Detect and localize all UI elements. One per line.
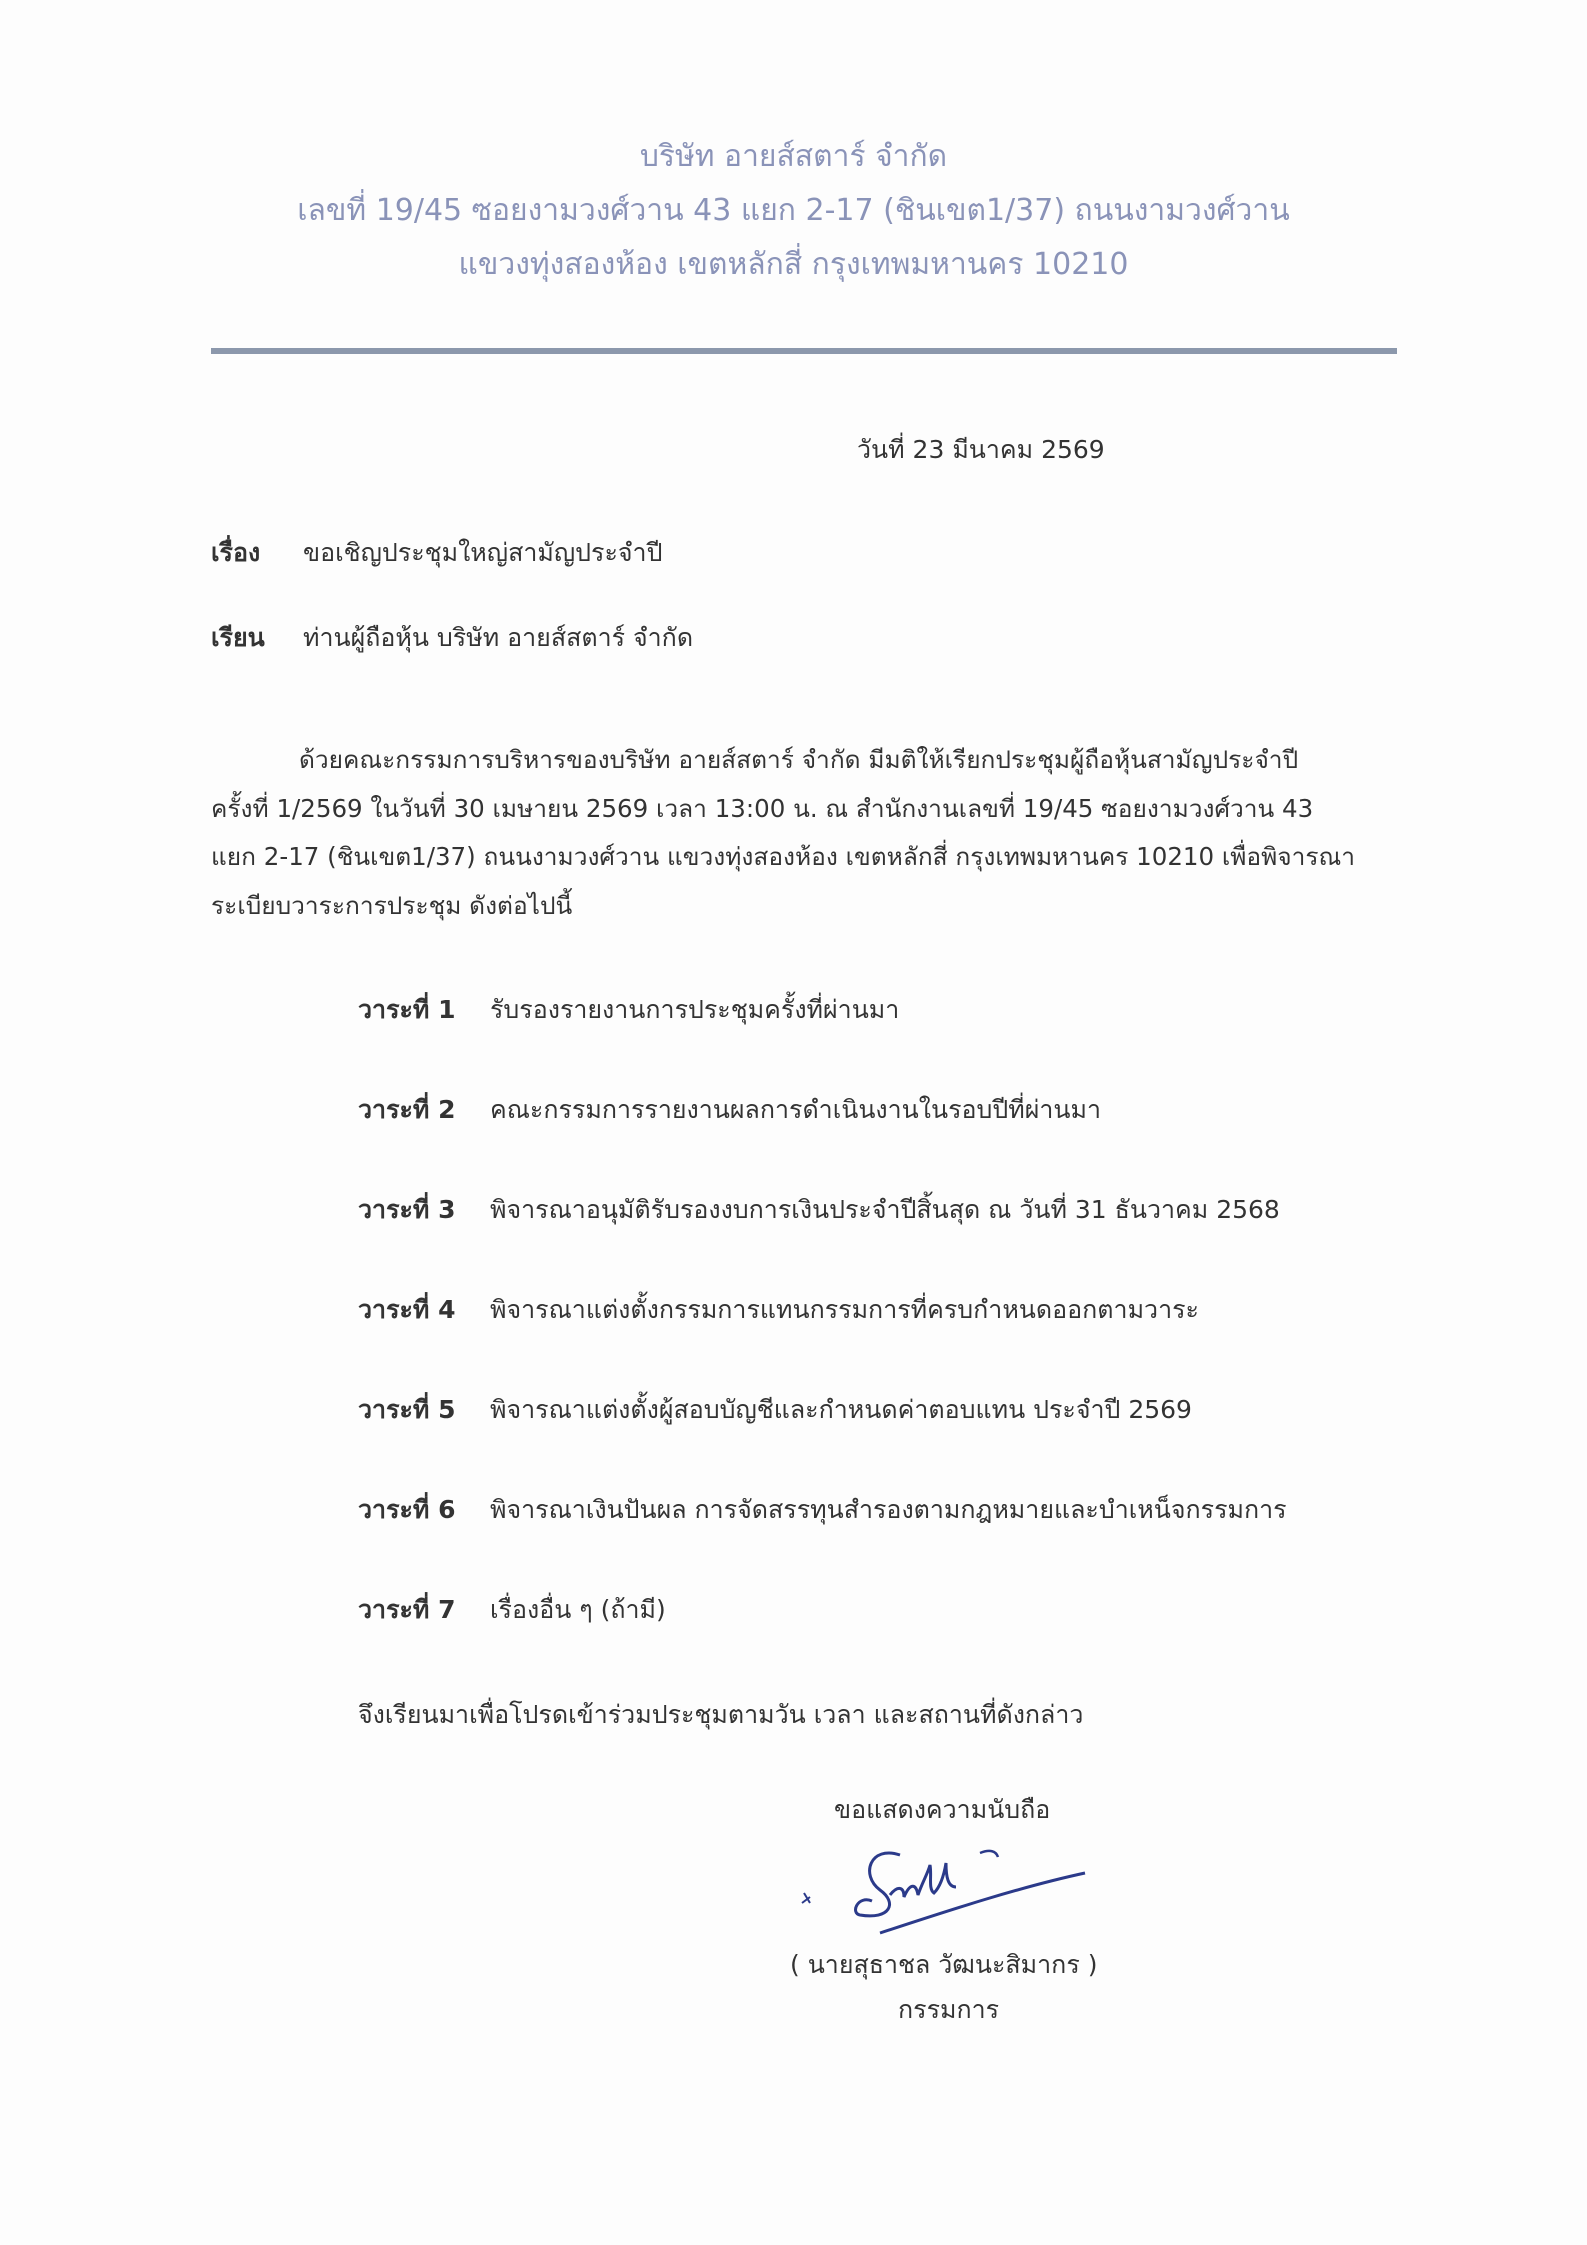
body-line: ระเบียบวาระการประชุม ดังต่อไปนี้ <box>211 890 573 920</box>
body-line: ครั้งที่ 1/2569 ในวันที่ 30 เมษายน 2569 เวลา 13:00 น. ณ สำนักงานเลขที่ 19/45 ซอยงามวงศ์วาน 43 <box>211 793 1314 823</box>
body-paragraph <box>211 736 1397 930</box>
signer-name: ( นายสุธาชล วัฒนะสิมากร ) <box>790 1950 1098 1979</box>
letter-date: วันที่ 23 มีนาคม 2569 <box>857 435 1105 464</box>
body-line: ด้วยคณะกรรมการบริหารของบริษัท อายส์สตาร์ จำกัด มีมติให้เรียกประชุมผู้ถือหุ้นสามัญประจำปี <box>299 745 1299 774</box>
agenda-item <box>358 1390 1398 1490</box>
subject-row <box>211 533 662 573</box>
agenda-item <box>358 990 1398 1090</box>
agenda-item <box>358 1290 1398 1390</box>
letterhead-divider <box>211 348 1397 354</box>
agenda-number: วาระที่ 3 <box>358 1195 456 1224</box>
recipient-row <box>211 618 693 658</box>
agenda-number: วาระที่ 4 <box>358 1295 456 1324</box>
agenda-number: วาระที่ 6 <box>358 1495 456 1524</box>
agenda-item <box>358 1090 1398 1190</box>
agenda-number: วาระที่ 2 <box>358 1095 456 1124</box>
agenda-text: เรื่องอื่น ๆ (ถ้ามี) <box>490 1595 666 1624</box>
agenda-text: พิจารณาแต่งตั้งผู้สอบบัญชีและกำหนดค่าตอบแทน ประจำปี 2569 <box>490 1395 1192 1424</box>
agenda-number: วาระที่ 7 <box>358 1595 456 1624</box>
subject-label: เรื่อง <box>211 538 261 567</box>
company-address-line-2: แขวงทุ่งสองห้อง เขตหลักสี่ กรุงเทพมหานคร 10210 <box>458 247 1129 282</box>
agenda-item <box>358 1590 1398 1690</box>
agenda-number: วาระที่ 5 <box>358 1395 456 1424</box>
letterhead <box>0 130 1587 292</box>
regards-text: ขอแสดงความนับถือ <box>834 1795 1051 1824</box>
agenda-text: คณะกรรมการรายงานผลการดำเนินงานในรอบปีที่ผ่านมา <box>490 1095 1102 1124</box>
company-address-line-1: เลขที่ 19/45 ซอยงามวงศ์วาน 43 แยก 2-17 (ชินเขต1/37) ถนนงามวงศ์วาน <box>297 193 1290 228</box>
agenda-text: พิจารณาแต่งตั้งกรรมการแทนกรรมการที่ครบกำหนดออกตามวาระ <box>490 1295 1199 1324</box>
closing-sentence: จึงเรียนมาเพื่อโปรดเข้าร่วมประชุมตามวัน เวลา และสถานที่ดังกล่าว <box>358 1700 1084 1729</box>
agenda-item <box>358 1190 1398 1290</box>
subject-text: ขอเชิญประชุมใหญ่สามัญประจำปี <box>303 538 663 567</box>
agenda-item <box>358 1490 1398 1590</box>
recipient-text: ท่านผู้ถือหุ้น บริษัท อายส์สตาร์ จำกัด <box>303 623 694 652</box>
agenda-text: รับรองรายงานการประชุมครั้งที่ผ่านมา <box>490 995 900 1024</box>
body-line: แยก 2-17 (ชินเขต1/37) ถนนงามวงศ์วาน แขวงทุ่งสองห้อง เขตหลักสี่ กรุงเทพมหานคร 10210 เพื่อพิจารณา <box>211 842 1356 871</box>
signer-position: กรรมการ <box>898 1995 1000 2024</box>
company-name: บริษัท อายส์สตาร์ จำกัด <box>639 139 948 174</box>
agenda-number: วาระที่ 1 <box>358 995 456 1024</box>
agenda-text: พิจารณาอนุมัติรับรองงบการเงินประจำปีสิ้นสุด ณ วันที่ 31 ธันวาคม 2568 <box>490 1195 1280 1224</box>
recipient-label: เรียน <box>211 623 265 652</box>
handwritten-signature <box>780 1815 1100 1935</box>
agenda-text: พิจารณาเงินปันผล การจัดสรรทุนสำรองตามกฎหมายและบำเหน็จกรรมการ <box>490 1495 1287 1524</box>
agenda-list <box>358 990 1398 1690</box>
